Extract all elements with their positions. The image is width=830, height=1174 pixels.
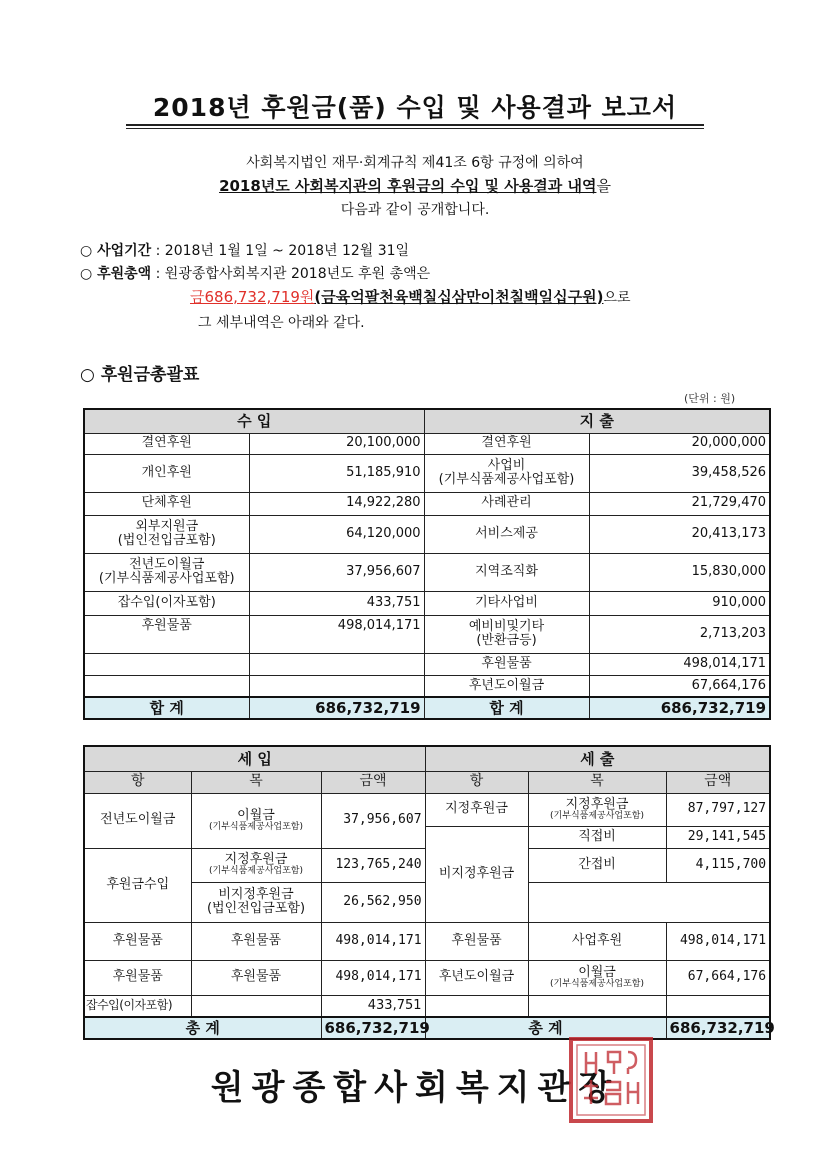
summary-table <box>83 408 771 720</box>
amount-tail: 으로 <box>603 290 631 306</box>
empty-cell <box>249 675 424 697</box>
in-value: 433,751 <box>249 591 424 615</box>
total-out: 686,732,719 <box>589 697 770 719</box>
in-mok: 후원물품 <box>191 922 321 960</box>
signature: 원광종합사회복지관장 <box>210 1068 620 1108</box>
period-value: : 2018년 1월 1일 ~ 2018년 12월 31일 <box>151 243 410 259</box>
total-row <box>84 697 770 719</box>
out-hang: 후원물품 <box>425 922 528 960</box>
out-hang: 비지정후원금 <box>425 826 528 922</box>
empty-cell <box>191 995 321 1017</box>
in-amount: 433,751 <box>321 995 425 1017</box>
total-label-out: 합 계 <box>424 697 589 719</box>
intro-line-2-bold: 2018년도 사회복지관의 후원금의 수입 및 사용결과 내역 <box>219 177 597 195</box>
table-row <box>84 922 770 960</box>
amount-red: 금686,732,719원 <box>190 288 315 306</box>
in-amount: 123,765,240 <box>321 848 425 882</box>
out-mok: 간접비 <box>528 848 666 882</box>
table-row <box>84 615 770 653</box>
out-amount: 67,664,176 <box>666 960 770 995</box>
amount-line <box>190 286 631 307</box>
in-label: 개인후원 <box>84 454 249 492</box>
in-amount: 498,014,171 <box>321 960 425 995</box>
total-out: 686,732,719 <box>666 1017 770 1039</box>
out-header: 세 출 <box>425 746 770 771</box>
table-row <box>84 793 770 826</box>
in-amount: 26,562,950 <box>321 882 425 922</box>
out-mok <box>528 793 666 826</box>
amount-korean: (금육억팔천육백칠십삼만이천칠백일십구원) <box>314 288 604 306</box>
out-label: 후년도이월금 <box>424 675 589 697</box>
in-value: 498,014,171 <box>249 615 424 653</box>
out-mok-main: 이월금 <box>578 964 616 980</box>
empty-cell <box>666 995 770 1017</box>
out-label: 후원물품 <box>424 653 589 675</box>
in-label: 전년도이월금 (기부식품제공사업포함) <box>84 553 249 591</box>
empty-cell <box>249 653 424 675</box>
table-row <box>84 960 770 995</box>
in-value: 51,185,910 <box>249 454 424 492</box>
total-label-in: 총 계 <box>84 1017 321 1039</box>
out-amount: 29,141,545 <box>666 826 770 848</box>
table-row <box>84 675 770 697</box>
out-label: 사례관리 <box>424 492 589 515</box>
out-amount: 87,797,127 <box>666 793 770 826</box>
out-mok: 사업후원 <box>528 922 666 960</box>
report-title: 2018년 후원금(품) 수입 및 사용결과 보고서 <box>152 93 678 122</box>
out-label: 예비비및기타 (반환금등) <box>424 615 589 653</box>
intro-line-2 <box>0 175 830 196</box>
in-mok <box>191 848 321 882</box>
in-label: 외부지원금 (법인전입금포함) <box>84 515 249 553</box>
in-hang: 후원금수입 <box>84 848 191 922</box>
official-seal-icon <box>568 1036 654 1124</box>
in-mok: 비지정후원금 (법인전입금포함) <box>191 882 321 922</box>
in-hang: 후원물품 <box>84 922 191 960</box>
in-mok <box>191 793 321 848</box>
empty-cell <box>84 675 249 697</box>
income-header: 수 입 <box>84 409 424 433</box>
title-underline-thin <box>126 128 704 129</box>
out-mok-main: 지정후원금 <box>565 796 629 812</box>
total-line <box>80 263 430 283</box>
out-label: 지역조직화 <box>424 553 589 591</box>
col-amount: 금액 <box>321 771 425 793</box>
total-in: 686,732,719 <box>249 697 424 719</box>
in-value: 37,956,607 <box>249 553 424 591</box>
in-amount: 498,014,171 <box>321 922 425 960</box>
in-label: 단체후원 <box>84 492 249 515</box>
table-row <box>84 515 770 553</box>
out-value: 20,413,173 <box>589 515 770 553</box>
in-mok: 후원물품 <box>191 960 321 995</box>
in-hang: 전년도이월금 <box>84 793 191 848</box>
table-row <box>84 433 770 454</box>
period-line <box>80 240 409 260</box>
out-value: 67,664,176 <box>589 675 770 697</box>
out-value: 21,729,470 <box>589 492 770 515</box>
out-label: 서비스제공 <box>424 515 589 553</box>
in-value: 20,100,000 <box>249 433 424 454</box>
total-row <box>84 1017 770 1039</box>
in-value: 14,922,280 <box>249 492 424 515</box>
out-value: 15,830,000 <box>589 553 770 591</box>
expense-header: 지 출 <box>424 409 770 433</box>
out-hang: 지정후원금 <box>425 793 528 826</box>
in-mok-note: (기부식품제공사업포함) <box>209 821 303 832</box>
table-row <box>84 653 770 675</box>
table-row <box>84 591 770 615</box>
total-label-out: 총 계 <box>425 1017 666 1039</box>
detail-line: 그 세부내역은 아래와 같다. <box>198 315 365 331</box>
col-mok: 목 <box>191 771 321 793</box>
in-hang: 후원물품 <box>84 960 191 995</box>
in-label: 후원물품 <box>84 615 249 653</box>
intro-line-2-tail: 을 <box>596 177 611 195</box>
col-hang: 항 <box>84 771 191 793</box>
in-hang: 잡수입(이자포함) <box>84 995 191 1017</box>
in-label: 결연후원 <box>84 433 249 454</box>
intro-line-3: 다음과 같이 공개합니다. <box>340 202 490 218</box>
in-value: 64,120,000 <box>249 515 424 553</box>
in-mok-note: (기부식품제공사업포함) <box>209 866 303 877</box>
in-mok-main: 지정후원금 <box>224 852 288 868</box>
section-title: ○ 후원금총괄표 <box>80 365 200 385</box>
col-mok: 목 <box>528 771 666 793</box>
table-row <box>84 553 770 591</box>
table-row <box>84 995 770 1017</box>
out-amount: 4,115,700 <box>666 848 770 882</box>
out-value: 498,014,171 <box>589 653 770 675</box>
out-hang: 후년도이월금 <box>425 960 528 995</box>
out-mok <box>528 960 666 995</box>
in-label: 잡수입(이자포함) <box>84 591 249 615</box>
out-value: 20,000,000 <box>589 433 770 454</box>
out-mok-note: (기부식품제공사업포함) <box>550 810 645 821</box>
out-label: 결연후원 <box>424 433 589 454</box>
out-amount: 498,014,171 <box>666 922 770 960</box>
total-label-in: 합 계 <box>84 697 249 719</box>
out-mok-note: (기부식품제공사업포함) <box>550 978 645 989</box>
intro-line-1: 사회복지법인 재무·회계규칙 제41조 6항 규정에 의하여 <box>246 155 584 171</box>
in-header: 세 입 <box>84 746 425 771</box>
col-amount: 금액 <box>666 771 770 793</box>
empty-cell <box>425 995 528 1017</box>
table-row <box>84 492 770 515</box>
total-value: : 원광종합사회복지관 2018년도 후원 총액은 <box>151 266 431 282</box>
in-mok-main: 이월금 <box>237 807 275 823</box>
in-amount: 37,956,607 <box>321 793 425 848</box>
table-row <box>84 454 770 492</box>
out-label: 사업비 (기부식품제공사업포함) <box>424 454 589 492</box>
empty-cell <box>528 995 666 1017</box>
out-value: 2,713,203 <box>589 615 770 653</box>
col-hang: 항 <box>425 771 528 793</box>
out-value: 39,458,526 <box>589 454 770 492</box>
out-label: 기타사업비 <box>424 591 589 615</box>
empty-cell <box>84 653 249 675</box>
unit-label: (단위 : 원) <box>684 392 736 405</box>
title-underline <box>126 124 704 126</box>
period-label: ○ 사업기간 <box>80 243 152 259</box>
out-value: 910,000 <box>589 591 770 615</box>
total-label: ○ 후원총액 <box>80 266 152 282</box>
detail-table <box>83 745 775 1040</box>
total-in: 686,732,719 <box>321 1017 425 1039</box>
out-mok: 직접비 <box>528 826 666 848</box>
